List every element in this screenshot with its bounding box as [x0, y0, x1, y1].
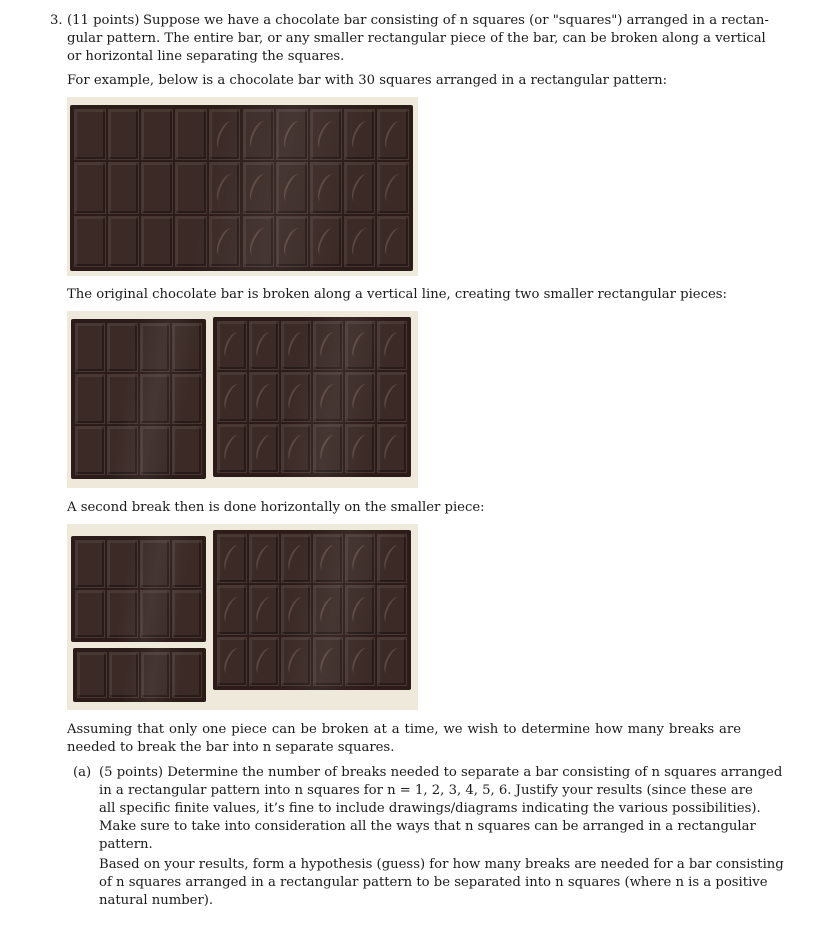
photo-gloss [71, 319, 206, 479]
intro-line-3: or horizontal line separating the squares. [67, 49, 345, 64]
part-a-line-3: all specific finite values, it’s fine to include drawings/diagrams indicating the various possibilities). [99, 801, 761, 816]
part-a-line-2: in a rectangular pattern into n squares for n = 1, 2, 3, 4, 5, 6. Justify your results (since these are [99, 783, 753, 798]
piece-right-3x6 [213, 317, 411, 477]
photo-gloss [213, 317, 411, 477]
piece-right-3x6 [213, 530, 411, 690]
part-a-line-4: Make sure to take into consideration all the ways that n squares can be arranged in a rectangular [99, 819, 756, 834]
bar-30-squares [70, 105, 413, 271]
vertical-break-caption: The original chocolate bar is broken along a vertical line, creating two smaller rectangular pieces: [67, 287, 727, 302]
part-a-line-1: (5 points) Determine the number of breaks needed to separate a bar consisting of n squares arranged [99, 765, 783, 780]
chocolate-bar-photo-horizontal-break [67, 524, 418, 710]
problem-points: (11 points) [67, 13, 140, 28]
question-line-2: needed to break the bar into n separate squares. [67, 740, 395, 755]
piece-bottom-1x4 [73, 648, 206, 702]
photo-gloss [70, 105, 413, 271]
hypothesis-line-3: natural number). [99, 893, 214, 908]
intro-line-1: Suppose we have a chocolate bar consisting of n squares (or "squares") arranged in a rectan- [143, 13, 769, 28]
horizontal-break-caption: A second break then is done horizontally on the smaller piece: [67, 500, 485, 515]
question-line-1: Assuming that only one piece can be broken at a time, we wish to determine how many breaks are [67, 722, 741, 737]
part-a-line-5: pattern. [99, 837, 153, 852]
photo-gloss [213, 530, 411, 690]
example-caption: For example, below is a chocolate bar with 30 squares arranged in a rectangular pattern: [67, 73, 668, 88]
hypothesis-line-2: of n squares arranged in a rectangular pattern to be separated into n squares (where n is a positive [99, 875, 768, 890]
problem-number: 3. [50, 13, 63, 28]
hypothesis-line-1: Based on your results, form a hypothesis (guess) for how many breaks are needed for a bar consisting [99, 857, 784, 872]
intro-line-2: gular pattern. The entire bar, or any smaller rectangular piece of the bar, can be broken along a vertical [67, 31, 766, 46]
piece-left-3x4 [71, 319, 206, 479]
chocolate-bar-photo-vertical-break [67, 311, 418, 488]
piece-top-2x4 [71, 536, 206, 642]
chocolate-bar-photo-full [67, 97, 418, 276]
photo-gloss [73, 648, 206, 702]
photo-gloss [71, 536, 206, 642]
part-a-label: (a) [73, 765, 92, 780]
